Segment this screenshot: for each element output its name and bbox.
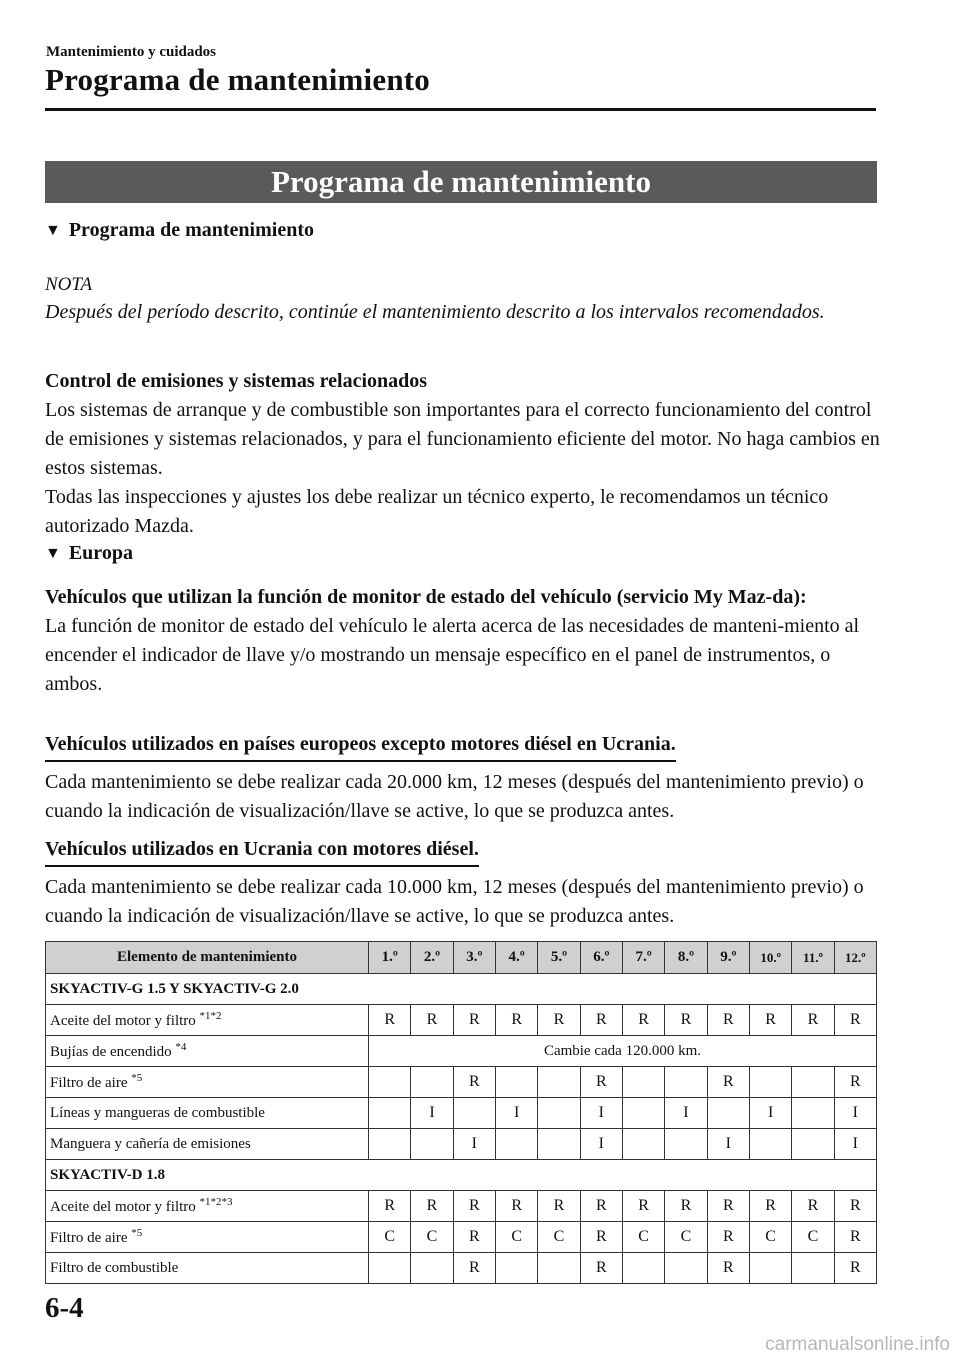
interval-cell: I xyxy=(453,1129,495,1160)
maintenance-table xyxy=(45,941,877,1284)
interval-cell: I xyxy=(411,1098,453,1129)
header-interval: 2.º xyxy=(411,942,453,974)
interval-cell: R xyxy=(834,1067,876,1098)
table-group-row xyxy=(46,1160,877,1191)
maintenance-item xyxy=(46,1067,369,1098)
interval-cell: I xyxy=(580,1098,622,1129)
interval-cell xyxy=(411,1067,453,1098)
interval-cell: C xyxy=(411,1222,453,1253)
interval-cell xyxy=(369,1253,411,1284)
interval-cell xyxy=(665,1067,707,1098)
interval-cell: R xyxy=(453,1222,495,1253)
item-name: Aceite del motor y filtro xyxy=(50,1013,196,1029)
triangle-down-icon: ▼ xyxy=(45,545,61,562)
footnote-ref: *1*2*3 xyxy=(199,1196,233,1208)
table-row xyxy=(46,1191,877,1222)
interval-cell: R xyxy=(453,1191,495,1222)
interval-cell xyxy=(622,1067,664,1098)
interval-cell xyxy=(622,1098,664,1129)
emissions-section xyxy=(45,367,880,541)
monitor-text: La función de monitor de estado del vehículo le alerta acerca de las necesidades de manteni-miento al encender el indicador de llave y/o mostrando un mensaje específico en el panel de instrumentos, o ambos. xyxy=(45,615,860,695)
engine-group-label: SKYACTIV-D 1.8 xyxy=(46,1160,877,1191)
interval-cell: I xyxy=(749,1098,791,1129)
interval-cell: R xyxy=(707,1253,749,1284)
interval-cell xyxy=(495,1129,537,1160)
interval-cell: I xyxy=(495,1098,537,1129)
interval-cell xyxy=(495,1067,537,1098)
interval-cell: R xyxy=(792,1191,834,1222)
interval-cell: I xyxy=(580,1129,622,1160)
interval-cell: R xyxy=(707,1222,749,1253)
emissions-title: Control de emisiones y sistemas relacionados xyxy=(45,370,428,392)
interval-cell: R xyxy=(792,1005,834,1036)
interval-cell xyxy=(792,1253,834,1284)
triangle-down-icon: ▼ xyxy=(45,222,61,239)
interval-cell: I xyxy=(707,1129,749,1160)
footnote-ref: *5 xyxy=(131,1227,143,1239)
interval-cell: R xyxy=(411,1191,453,1222)
interval-cell: C xyxy=(792,1222,834,1253)
interval-cell: C xyxy=(538,1222,580,1253)
note-text: Después del período descrito, continúe el mantenimiento descrito a los intervalos recomendados. xyxy=(45,301,825,323)
interval-cell xyxy=(622,1129,664,1160)
interval-cell: R xyxy=(369,1191,411,1222)
table-row xyxy=(46,1098,877,1129)
interval-note: Cambie cada 120.000 km. xyxy=(369,1036,877,1067)
interval-cell: C xyxy=(749,1222,791,1253)
interval-cell: R xyxy=(538,1005,580,1036)
header-interval: 3.º xyxy=(453,942,495,974)
emissions-paragraph-2: Todas las inspecciones y ajustes los debe realizar un técnico experto, le recomendamos un técnico autorizado Mazda. xyxy=(45,486,829,537)
header-interval: 10.º xyxy=(749,942,791,974)
table-row xyxy=(46,1005,877,1036)
emissions-paragraph-1: Los sistemas de arranque y de combustible son importantes para el correcto funcionamiento del control de emisiones y sistemas relacionados, y para el funcionamiento eficiente del motor. No haga cambios en estos sistemas. xyxy=(45,399,880,479)
header-interval: 12.º xyxy=(834,942,876,974)
table-group-row xyxy=(46,974,877,1005)
interval-cell: C xyxy=(665,1222,707,1253)
maintenance-item xyxy=(46,1036,369,1067)
header-interval: 7.º xyxy=(622,942,664,974)
interval-cell xyxy=(749,1067,791,1098)
interval-cell xyxy=(495,1253,537,1284)
interval-cell: R xyxy=(834,1191,876,1222)
interval-cell: R xyxy=(411,1005,453,1036)
item-name: Filtro de aire xyxy=(50,1230,128,1246)
interval-cell: R xyxy=(707,1191,749,1222)
interval-cell: R xyxy=(622,1191,664,1222)
footnote-ref: *1*2 xyxy=(199,1010,222,1022)
interval-cell xyxy=(538,1098,580,1129)
table-header-row xyxy=(46,942,877,974)
interval-cell xyxy=(411,1253,453,1284)
interval-cell: R xyxy=(580,1191,622,1222)
ukraine-vehicles-title: Vehículos utilizados en Ucrania con motores diésel. xyxy=(45,838,479,867)
maintenance-item xyxy=(46,1222,369,1253)
interval-cell: R xyxy=(580,1222,622,1253)
table-row xyxy=(46,1036,877,1067)
header-interval: 4.º xyxy=(495,942,537,974)
note-label: NOTA xyxy=(45,274,93,295)
header-interval: 8.º xyxy=(665,942,707,974)
footnote-ref: *4 xyxy=(175,1041,187,1053)
interval-cell: R xyxy=(665,1191,707,1222)
interval-cell xyxy=(792,1098,834,1129)
eu-vehicles-title: Vehículos utilizados en países europeos excepto motores diésel en Ucrania. xyxy=(45,733,676,762)
interval-cell: R xyxy=(538,1191,580,1222)
table-row xyxy=(46,1253,877,1284)
header-item: Elemento de mantenimiento xyxy=(46,942,369,974)
header-interval: 11.º xyxy=(792,942,834,974)
item-name: Manguera y cañería de emisiones xyxy=(50,1135,251,1152)
section-label: Mantenimiento y cuidados xyxy=(46,44,217,60)
subheading-programa xyxy=(45,219,314,242)
interval-cell: R xyxy=(580,1067,622,1098)
interval-cell xyxy=(622,1253,664,1284)
interval-cell: C xyxy=(369,1222,411,1253)
page-banner: Programa de mantenimiento xyxy=(45,161,877,203)
table-row xyxy=(46,1067,877,1098)
maintenance-item xyxy=(46,1129,369,1160)
maintenance-item xyxy=(46,1098,369,1129)
maintenance-item xyxy=(46,1253,369,1284)
interval-cell: R xyxy=(707,1067,749,1098)
interval-cell xyxy=(749,1253,791,1284)
interval-cell xyxy=(749,1129,791,1160)
interval-cell: R xyxy=(580,1253,622,1284)
monitor-section xyxy=(45,583,880,699)
interval-cell xyxy=(538,1129,580,1160)
header-rule xyxy=(45,108,876,111)
engine-group-label: SKYACTIV-G 1.5 Y SKYACTIV-G 2.0 xyxy=(46,974,877,1005)
interval-cell xyxy=(538,1067,580,1098)
watermark: carmanualsonline.info xyxy=(765,1334,950,1355)
header-interval: 1.º xyxy=(369,942,411,974)
subheading-text: Programa de mantenimiento xyxy=(68,219,314,241)
interval-cell xyxy=(792,1129,834,1160)
item-name: Filtro de combustible xyxy=(50,1259,179,1276)
interval-cell xyxy=(538,1253,580,1284)
interval-cell: R xyxy=(453,1253,495,1284)
eu-vehicles-text: Cada mantenimiento se debe realizar cada 20.000 km, 12 meses (después del mantenimiento previo) o cuando la indicación de visualización/llave se active, lo que se produzca antes. xyxy=(45,771,864,822)
header-interval: 5.º xyxy=(538,942,580,974)
item-name: Aceite del motor y filtro xyxy=(50,1199,196,1215)
interval-cell: R xyxy=(495,1191,537,1222)
interval-cell xyxy=(369,1098,411,1129)
interval-cell: R xyxy=(665,1005,707,1036)
maintenance-item xyxy=(46,1191,369,1222)
header-interval: 6.º xyxy=(580,942,622,974)
interval-cell: R xyxy=(580,1005,622,1036)
interval-cell: R xyxy=(453,1067,495,1098)
interval-cell xyxy=(792,1067,834,1098)
interval-cell: R xyxy=(369,1005,411,1036)
ukraine-vehicles-text: Cada mantenimiento se debe realizar cada 10.000 km, 12 meses (después del mantenimiento previo) o cuando la indicación de visualización/llave se active, lo que se produzca antes. xyxy=(45,876,864,927)
interval-cell: R xyxy=(495,1005,537,1036)
maintenance-item xyxy=(46,1005,369,1036)
section-title: Programa de mantenimiento xyxy=(45,62,430,97)
interval-cell xyxy=(369,1129,411,1160)
footnote-ref: *5 xyxy=(131,1072,143,1084)
interval-cell: I xyxy=(834,1129,876,1160)
header-interval: 9.º xyxy=(707,942,749,974)
table-row xyxy=(46,1129,877,1160)
interval-cell: C xyxy=(495,1222,537,1253)
interval-cell xyxy=(665,1253,707,1284)
interval-cell xyxy=(369,1067,411,1098)
interval-cell: C xyxy=(622,1222,664,1253)
monitor-title: Vehículos que utilizan la función de monitor de estado del vehículo (servicio My Maz-da): xyxy=(45,586,807,608)
interval-cell: R xyxy=(749,1191,791,1222)
interval-cell xyxy=(707,1098,749,1129)
subheading-europa xyxy=(45,542,133,565)
page-number: 6-4 xyxy=(45,1292,84,1324)
interval-cell xyxy=(665,1129,707,1160)
interval-cell: R xyxy=(453,1005,495,1036)
item-name: Bujías de encendido xyxy=(50,1044,172,1060)
interval-cell: R xyxy=(834,1005,876,1036)
interval-cell: R xyxy=(749,1005,791,1036)
interval-cell xyxy=(411,1129,453,1160)
europa-heading-text: Europa xyxy=(68,542,133,564)
item-name: Filtro de aire xyxy=(50,1075,128,1091)
table-row xyxy=(46,1222,877,1253)
interval-cell: R xyxy=(707,1005,749,1036)
interval-cell: R xyxy=(622,1005,664,1036)
interval-cell xyxy=(453,1098,495,1129)
interval-cell: I xyxy=(834,1098,876,1129)
interval-cell: I xyxy=(665,1098,707,1129)
interval-cell: R xyxy=(834,1222,876,1253)
interval-cell: R xyxy=(834,1253,876,1284)
item-name: Líneas y mangueras de combustible xyxy=(50,1104,265,1121)
